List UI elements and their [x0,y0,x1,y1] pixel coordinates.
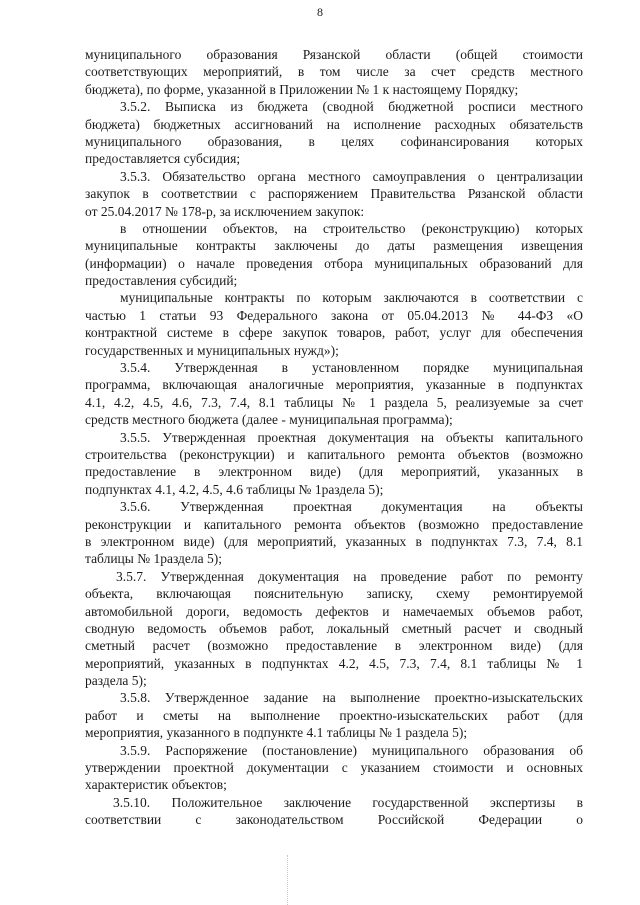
text-line: муниципальные контракты заключены до даты размещения извещения [85,238,583,254]
text-line: частью 1 статьи 93 Федерального закона от 05.04.2013 № 44-ФЗ «О [85,307,583,323]
paragraph-3-5-10 [85,794,583,829]
text-line: закупок в соответствии с распоряжением Правительства Рязанской области [85,186,583,202]
text-line: 3.5.8. Утвержденное задание на выполнение проектно-изыскательских [120,690,583,706]
text-line: 3.5.4. Утвержденная в установленном порядке муниципальная [120,360,583,376]
text-line: предоставляется субсидия; [85,151,241,167]
paragraph-3-5-9 [85,742,583,794]
text-line: (информации) о начале проведения отбора муниципальных образований для [85,255,583,271]
text-line: 3.5.10. Положительное заключение государственной экспертизы в [113,794,583,810]
text-line: бюджета) бюджетных ассигнований на исполнение расходных обязательств [85,116,583,132]
text-line: характеристик объектов; [85,777,227,793]
text-line: соответствии с законодательством Российской Федерации о [85,812,583,828]
text-line: предоставление в электронном виде) (для мероприятий, указанных в [85,464,583,480]
text-line: объекта, включающая пояснительную записку, схему ремонтируемой [85,586,583,602]
paragraph-exception-objects [85,220,583,290]
text-line: мероприятий, указанных в подпунктах 4.2, 4.5, 7.3, 7.4, 8.1 таблицы № 1 [85,655,583,671]
paragraph-3-5-8 [85,689,583,741]
document-body [85,46,583,829]
text-line: государственных и муниципальных нужд»); [85,342,339,358]
text-line: средств местного бюджета (далее - муниципальная программа); [85,412,453,428]
paragraph-exception-contracts [85,289,583,359]
text-line: предоставления субсидий; [85,273,238,289]
text-line: мероприятия, указанного в подпункте 4.1 таблицы № 1 раздела 5); [85,725,468,741]
paragraph-3-5-2 [85,98,583,168]
paragraph-continuation [85,46,583,98]
text-line: в отношении объектов, на строительство (реконструкцию) которых [120,220,583,236]
text-line: 3.5.3. Обязательство органа местного самоуправления о централизации [120,168,583,184]
paragraph-3-5-6 [85,498,583,568]
text-line: муниципальные контракты по которым заключаются в соответствии с [120,290,583,306]
text-line: программа, включающая аналогичные мероприятия, указанные в подпунктах [85,377,583,393]
text-line: в электронном виде) (для мероприятий, указанных в подпунктах 7.3, 7.4, 8.1 [85,533,583,549]
text-line: 3.5.9. Распоряжение (постановление) муниципального образования об [120,742,583,758]
text-line: 4.1, 4.2, 4.5, 4.6, 7.3, 7.4, 8.1 таблицы № 1 раздела 5, реализуемые за счет [85,394,583,410]
text-line: автомобильной дороги, ведомость дефектов и намечаемых объемов работ, [85,603,583,619]
page-number: 8 [317,5,323,19]
text-line: 3.5.7. Утвержденная документация на проведение работ по ремонту [116,568,583,584]
text-line: таблицы № 1раздела 5); [85,551,223,567]
paragraph-3-5-4 [85,359,583,429]
text-line: бюджета), по форме, указанной в Приложении № 1 к настоящему Порядку; [85,81,519,97]
text-line: раздела 5); [85,673,147,689]
text-line: утверждении проектной документации с указанием стоимости и основных [85,760,583,776]
text-line: муниципального образования Рязанской области (общей стоимости [85,47,583,62]
scan-fold-line [287,855,288,905]
text-line: соответствующих мероприятий, в том числе за счет средств местного [85,64,583,80]
text-line: работ и сметы на выполнение проектно-изыскательских работ (для [85,707,583,723]
text-line: контрактной системе в сфере закупок товаров, работ, услуг для обеспечения [85,325,583,341]
text-line: муниципального образования, в целях софинансирования которых [85,133,583,149]
paragraph-3-5-3 [85,168,583,220]
text-line: от 25.04.2017 № 178-р, за исключением закупок: [85,203,365,219]
paragraph-3-5-7 [85,568,583,690]
text-line: 3.5.6. Утвержденная проектная документация на объекты [120,499,583,515]
text-line: строительства (реконструкции) и капитального ремонта объектов (возможно [85,446,583,462]
text-line: подпунктах 4.1, 4.2, 4.5, 4.6 таблицы № 1раздела 5); [85,481,384,497]
text-line: реконструкции и капитального ремонта объектов (возможно предоставление [85,516,583,532]
text-line: 3.5.5. Утвержденная проектная документация на объекты капитального [120,429,583,445]
text-line: сметный расчет (возможно предоставление в электронном виде) (для [85,638,583,654]
paragraph-3-5-5 [85,429,583,499]
text-line: сводную ведомость объемов работ, локальный сметный расчет и сводный [85,620,583,636]
text-line: 3.5.2. Выписка из бюджета (сводной бюджетной росписи местного [120,99,583,115]
